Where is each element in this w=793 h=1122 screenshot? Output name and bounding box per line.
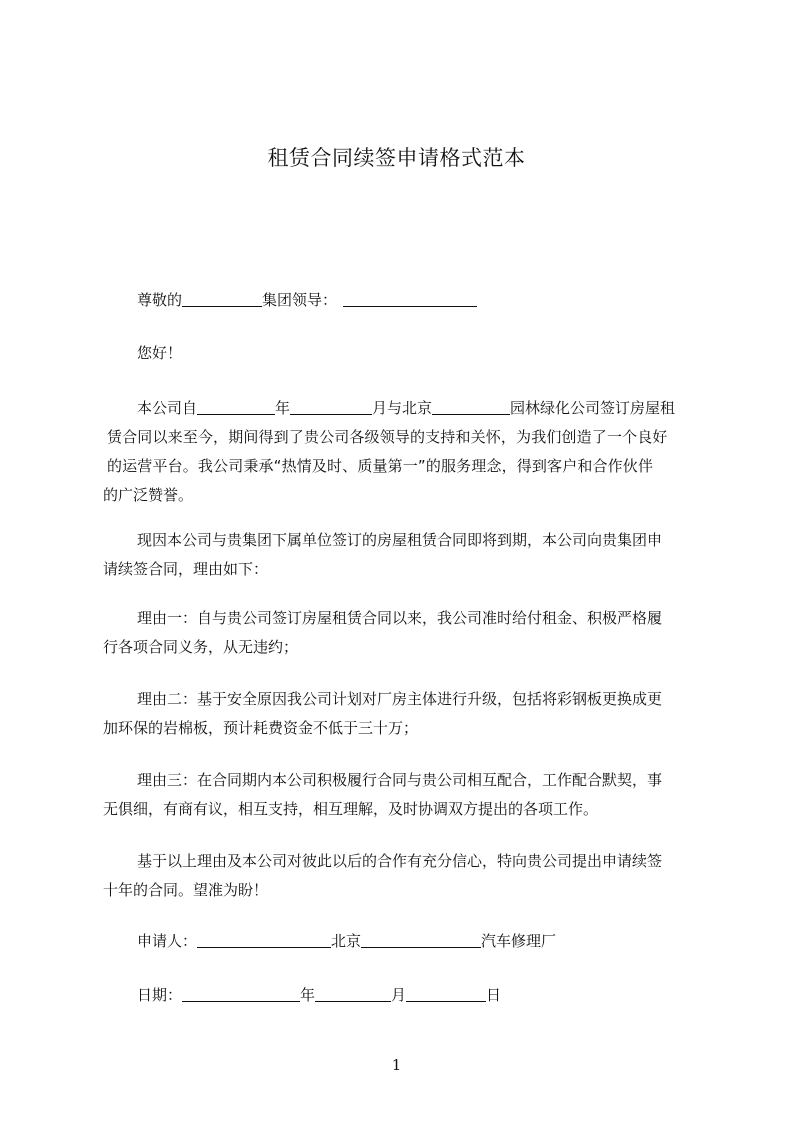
para1-part1: 本公司自	[137, 399, 198, 417]
para1-line4: 的广泛赞誉。	[103, 486, 194, 504]
para1-line2: 赁合同以来至今，期间得到了贵公司各级领导的支持和关怀，为我们创造了一个良好	[107, 428, 668, 446]
closing-line2: 十年的合同。望准为盼！	[103, 881, 269, 899]
blank-leader-name	[343, 289, 477, 307]
para1-line3: 的运营平台。我公司秉承“热情及时、质量第一”的服务理念，得到客户和合作伙伴	[107, 457, 654, 475]
reason3-line1: 理由三：在合同期内本公司积极履行合同与贵公司相互配合，工作配合默契，事	[137, 771, 663, 789]
blank-applicant-company	[361, 930, 481, 948]
document-title: 租赁合同续签申请格式范本	[267, 146, 526, 170]
blank-date-month	[315, 984, 391, 1002]
blank-start-year	[197, 397, 275, 415]
date-month-label: 月	[391, 986, 407, 1004]
blank-company-name	[432, 397, 510, 415]
page-number: 1	[391, 1056, 402, 1074]
blank-start-month	[290, 397, 372, 415]
reason1-line2: 行各项合同义务，从无违约；	[103, 638, 299, 656]
blank-recipient-name	[182, 289, 262, 307]
date-day-label: 日	[486, 986, 502, 1004]
salutation-line	[137, 285, 477, 315]
salutation-middle: 集团领导：	[262, 291, 338, 309]
applicant-label: 申请人：	[137, 932, 198, 950]
para1-month-label: 月与北京	[372, 399, 433, 417]
para1-year-label: 年	[275, 399, 291, 417]
greeting: 您好！	[137, 344, 183, 362]
closing-line1: 基于以上理由及本公司对彼此以后的合作有充分信心，特向贵公司提出申请续签	[137, 852, 663, 870]
reason1-line1: 理由一：自与贵公司签订房屋租赁合同以来，我公司准时给付租金、积极严格履	[137, 609, 663, 627]
date-line	[137, 980, 501, 1010]
para2-line2: 请续签合同，理由如下：	[103, 560, 269, 578]
applicant-city: 北京	[331, 932, 362, 950]
para1-company-tail: 园林绿化公司签订房屋租	[510, 399, 676, 417]
date-year-label: 年	[300, 986, 316, 1004]
para2-line1: 现因本公司与贵集团下属单位签订的房屋租赁合同即将到期，本公司向贵集团申	[137, 531, 663, 549]
reason2-line1: 理由二：基于安全原因我公司计划对厂房主体进行升级，包括将彩钢板更换成更	[137, 690, 663, 708]
reason3-line2: 无俱细，有商有议，相互支持，相互理解，及时协调双方提出的各项工作。	[103, 800, 599, 818]
blank-date-year	[182, 984, 300, 1002]
para1-line1	[137, 393, 675, 423]
reason2-line2: 加环保的岩棉板，预计耗费资金不低于三十万；	[103, 719, 419, 737]
salutation-prefix: 尊敬的	[137, 291, 183, 309]
applicant-line	[137, 926, 556, 956]
blank-applicant	[197, 930, 331, 948]
date-label: 日期：	[137, 986, 183, 1004]
applicant-suffix: 汽车修理厂	[481, 932, 557, 950]
blank-date-day	[406, 984, 486, 1002]
